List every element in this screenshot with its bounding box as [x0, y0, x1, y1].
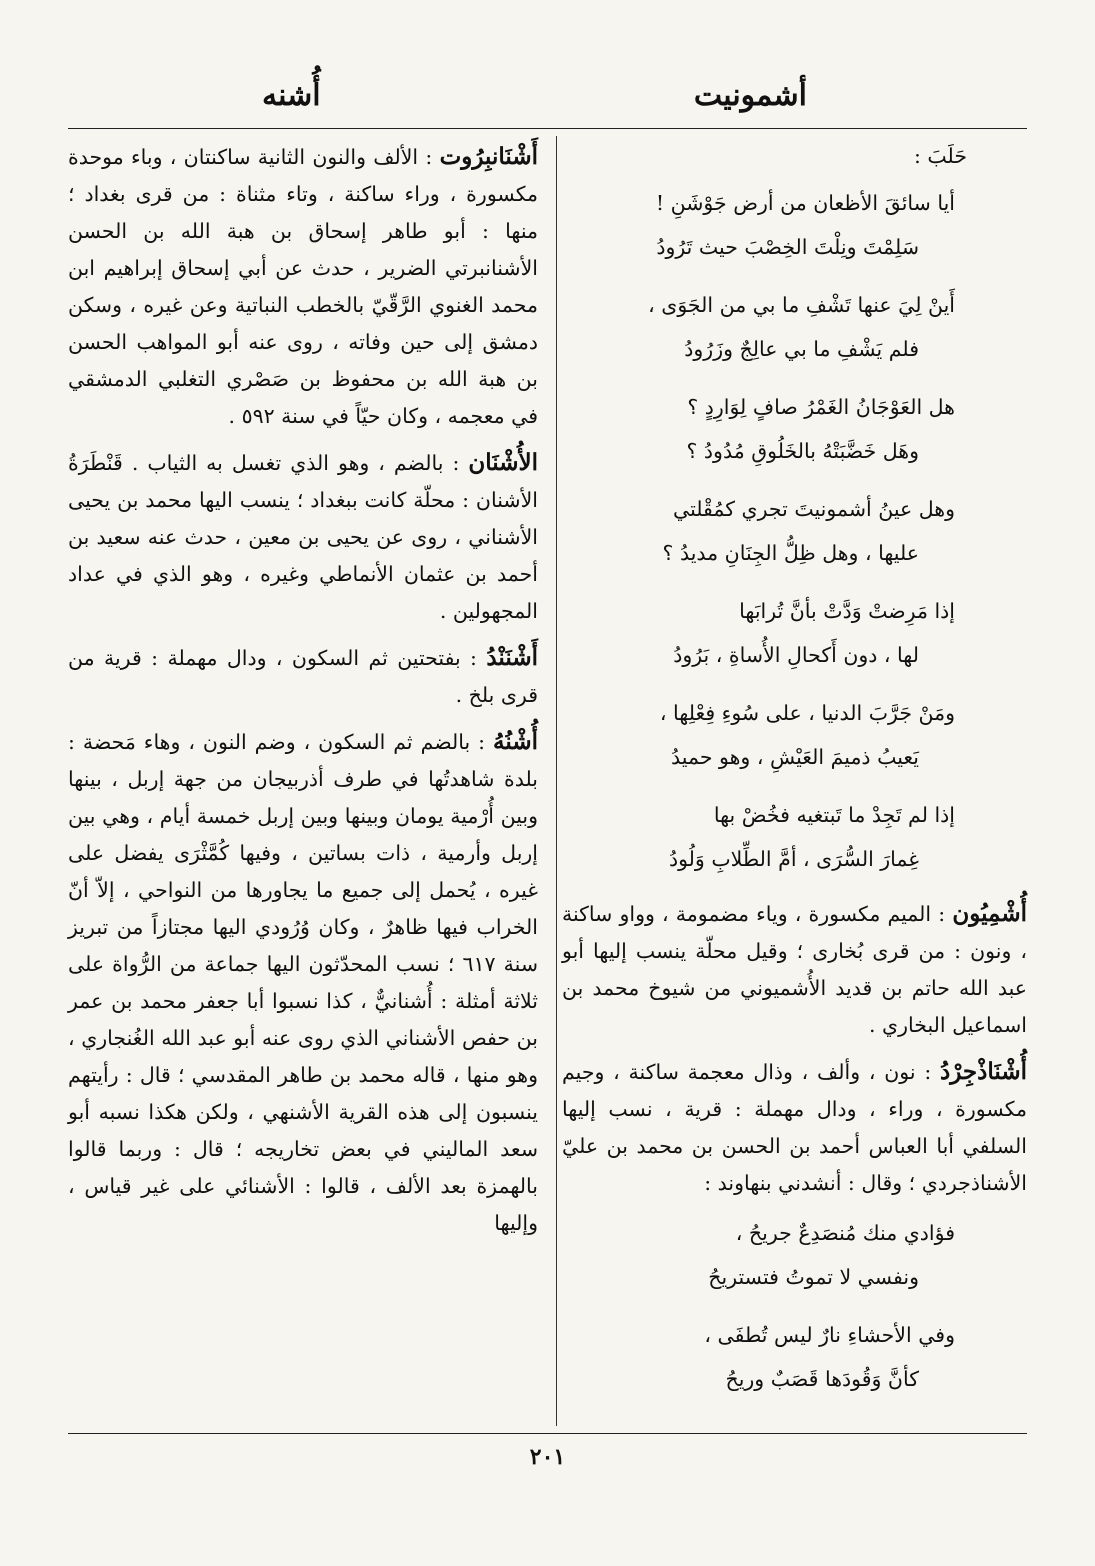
entry-text: : الألف والنون الثانية ساكنتان ، وباء موحدة مكسورة ، وراء ساكنة ، وتاء مثناة : من قرى بغداد ؛ منها : أبو طاهر إسحاق بن هبة الله بن الحسن الأشنانبرتي الضرير ، حدث عن أبي إسحاق إبراهيم ابن محمد الغنوي الرَّقّيّ بالخطب النباتية وعن غيره ، وسكن دمشق إلى حين وفاته ، روى عنه أبو المواهب الحسن بن هبة الله بن محفوظ بن صَصْري التغلبي الدمشقي في معجمه ، وكان حيّاً في سنة ٥٩٢ . — [68, 145, 538, 428]
hemistich: عليها ، وهل ظِلُّ الجِنَانِ مديدُ ؟ — [662, 541, 919, 565]
hemistich: إذا لم تَجِدْ ما تَبتغيه فخُضْ بها — [713, 803, 955, 827]
poem-stanza — [562, 1313, 1027, 1401]
entry-headword: أُشْنُهُ — [493, 728, 538, 755]
poem-stanza — [562, 589, 1027, 677]
hemistich: إذا مَرِضتْ وَدَّتْ بأنَّ تُرابَها — [739, 599, 955, 623]
running-header-left: أُشنه — [262, 78, 321, 113]
hemistich: لها ، دون أَكحالِ الأُساةِ ، بَرُودُ — [673, 643, 919, 667]
entry-headword: الأُشْنَان — [468, 449, 538, 476]
hemistich: أيا سائقَ الأظعان من أرض جَوْشَنِ ! — [655, 191, 955, 215]
poem-intro: حَلَبَ : — [913, 144, 967, 168]
dictionary-entry — [562, 1053, 1027, 1202]
hemistich: ومَنْ جَرَّبَ الدنيا ، على سُوءِ فِعْلِها ، — [659, 701, 955, 725]
entry-text: : بفتحتين ثم السكون ، ودال مهملة : قرية من قرى بلخ . — [68, 646, 538, 707]
hemistich: أَينْ لِيَ عنها تَشْفِ ما بي من الجَوَى ، — [648, 293, 955, 317]
poem-stanza — [562, 385, 1027, 473]
dictionary-entry — [68, 639, 538, 714]
entry-headword: أَشْنَنْدُ — [486, 644, 538, 671]
hemistich: كأنَّ وَقُودَها قَصَبٌ وريحُ — [725, 1367, 919, 1391]
entry-text: : الميم مكسورة ، وياء مضمومة ، وواو ساكنة ، ونون : من قرى بُخارى ؛ وقيل محلّة ينسب إليها أبو عبد الله حاتم بن قديد الأُشميوني من شيوخ محمد بن اسماعيل البخاري . — [562, 902, 1027, 1037]
poem-stanza — [562, 181, 1027, 269]
column-divider — [556, 136, 557, 1426]
bottom-rule — [68, 1433, 1027, 1434]
poem-stanza — [562, 1211, 1027, 1299]
hemistich: غِمارَ السُّرَى ، أمَّ الطِّلابِ وَلُودُ — [668, 847, 919, 871]
left-column — [68, 138, 538, 1251]
entry-headword: أُشْمِيُون — [952, 900, 1027, 927]
dictionary-entry — [68, 723, 538, 1242]
running-header-right: أشمونيت — [693, 78, 807, 113]
hemistich: وهل عينُ أشمونيتَ تجري كمُقْلتي — [673, 497, 955, 521]
dictionary-entry — [68, 138, 538, 435]
page-number: ٢٠١ — [529, 1444, 566, 1470]
dictionary-entry — [562, 895, 1027, 1044]
entry-text: : بالضم ، وهو الذي تغسل به الثياب . قَنْطَرَةُ الأشنان : محلّة كانت ببغداد ؛ ينسب اليها محمد بن يحيى الأشناني ، روى عن يحيى بن معين ، حدث عنه سعيد بن أحمد بن عثمان الأنماطي وغيره ، وهو الذي في عداد المجهولين . — [68, 451, 538, 623]
hemistich: وهَل خَضَّبَتْهُ بالخَلُوقِ مُدُودُ ؟ — [686, 439, 919, 463]
top-rule — [68, 128, 1027, 129]
dictionary-entry — [68, 444, 538, 630]
poem-stanza — [562, 691, 1027, 779]
poem-stanza — [562, 793, 1027, 881]
poem-stanza — [562, 283, 1027, 371]
right-column — [562, 138, 1027, 1415]
hemistich: يَعيبُ ذميمَ العَيْشِ ، وهو حميدُ — [671, 745, 919, 769]
entry-text: : بالضم ثم السكون ، وضم النون ، وهاء مَحضة : بلدة شاهدتُها في طرف أذربيجان من جهة إربل ، بينها وبين أُرْمية يومان وبينها وبين إربل خمسة أيام ، وهي بين إربل وأرمية ، ذات بساتين ، وفيها كُمَّثْرَى يفضل على غيره ، يُحمل إلى جميع ما يجاورها من النواحي ، إلاّ أنّ الخراب فيها ظاهرٌ ، وكان وُرُودي اليها مجتازاً من تبريز سنة ٦١٧ ؛ نسب المحدّثون اليها جماعة من الرُّواة على ثلاثة أمثلة : أُشنانيٌّ ، كذا نسبوا أبا جعفر محمد بن عمر بن حفص الأشناني الذي روى عنه أبو عبد الله الغُنجاري ، وهو منها ، قاله محمد بن طاهر المقدسي ؛ قال : رأيتهم ينسبون إلى هذه القرية الأشنهي ، ولكن هكذا نسبه أبو سعد الماليني في بعض تخاريجه ؛ قال : وربما قالوا بالهمزة بعد الألف ، قالوا : الأشنائي على غير قياس ، وإليها — [68, 730, 538, 1235]
poem-stanza — [562, 487, 1027, 575]
hemistich: فلم يَشْفِ ما بي عالِجٌ وزَرُودُ — [684, 337, 919, 361]
entry-headword: أُشْنَاذْجِرْدُ — [939, 1058, 1027, 1085]
hemistich: سَلِمْتَ ونِلْتَ الخِصْبَ حيث تَرُودُ — [656, 235, 919, 259]
hemistich: وفي الأحشاءِ نارٌ ليس تُطفَى ، — [704, 1323, 955, 1347]
entry-headword: أَشْنَانبِرُوت — [439, 143, 538, 170]
hemistich: فؤادي منك مُنصَدِعٌ جريحُ ، — [735, 1221, 955, 1245]
entry-text: : نون ، وألف ، وذال معجمة ساكنة ، وجيم مكسورة ، وراء ، ودال مهملة : قرية ، نسب إليها السلفي أبا العباس أحمد بن الحسن بن محمد بن عليّ الأشناذجردي ؛ وقال : أنشدني بنهاوند : — [562, 1060, 1027, 1195]
hemistich: ونفسي لا تموتُ فتستريحُ — [708, 1265, 919, 1289]
hemistich: هل العَوْجَانُ الغَمْرُ صافٍ لِوَارِدٍ ؟ — [687, 395, 955, 419]
